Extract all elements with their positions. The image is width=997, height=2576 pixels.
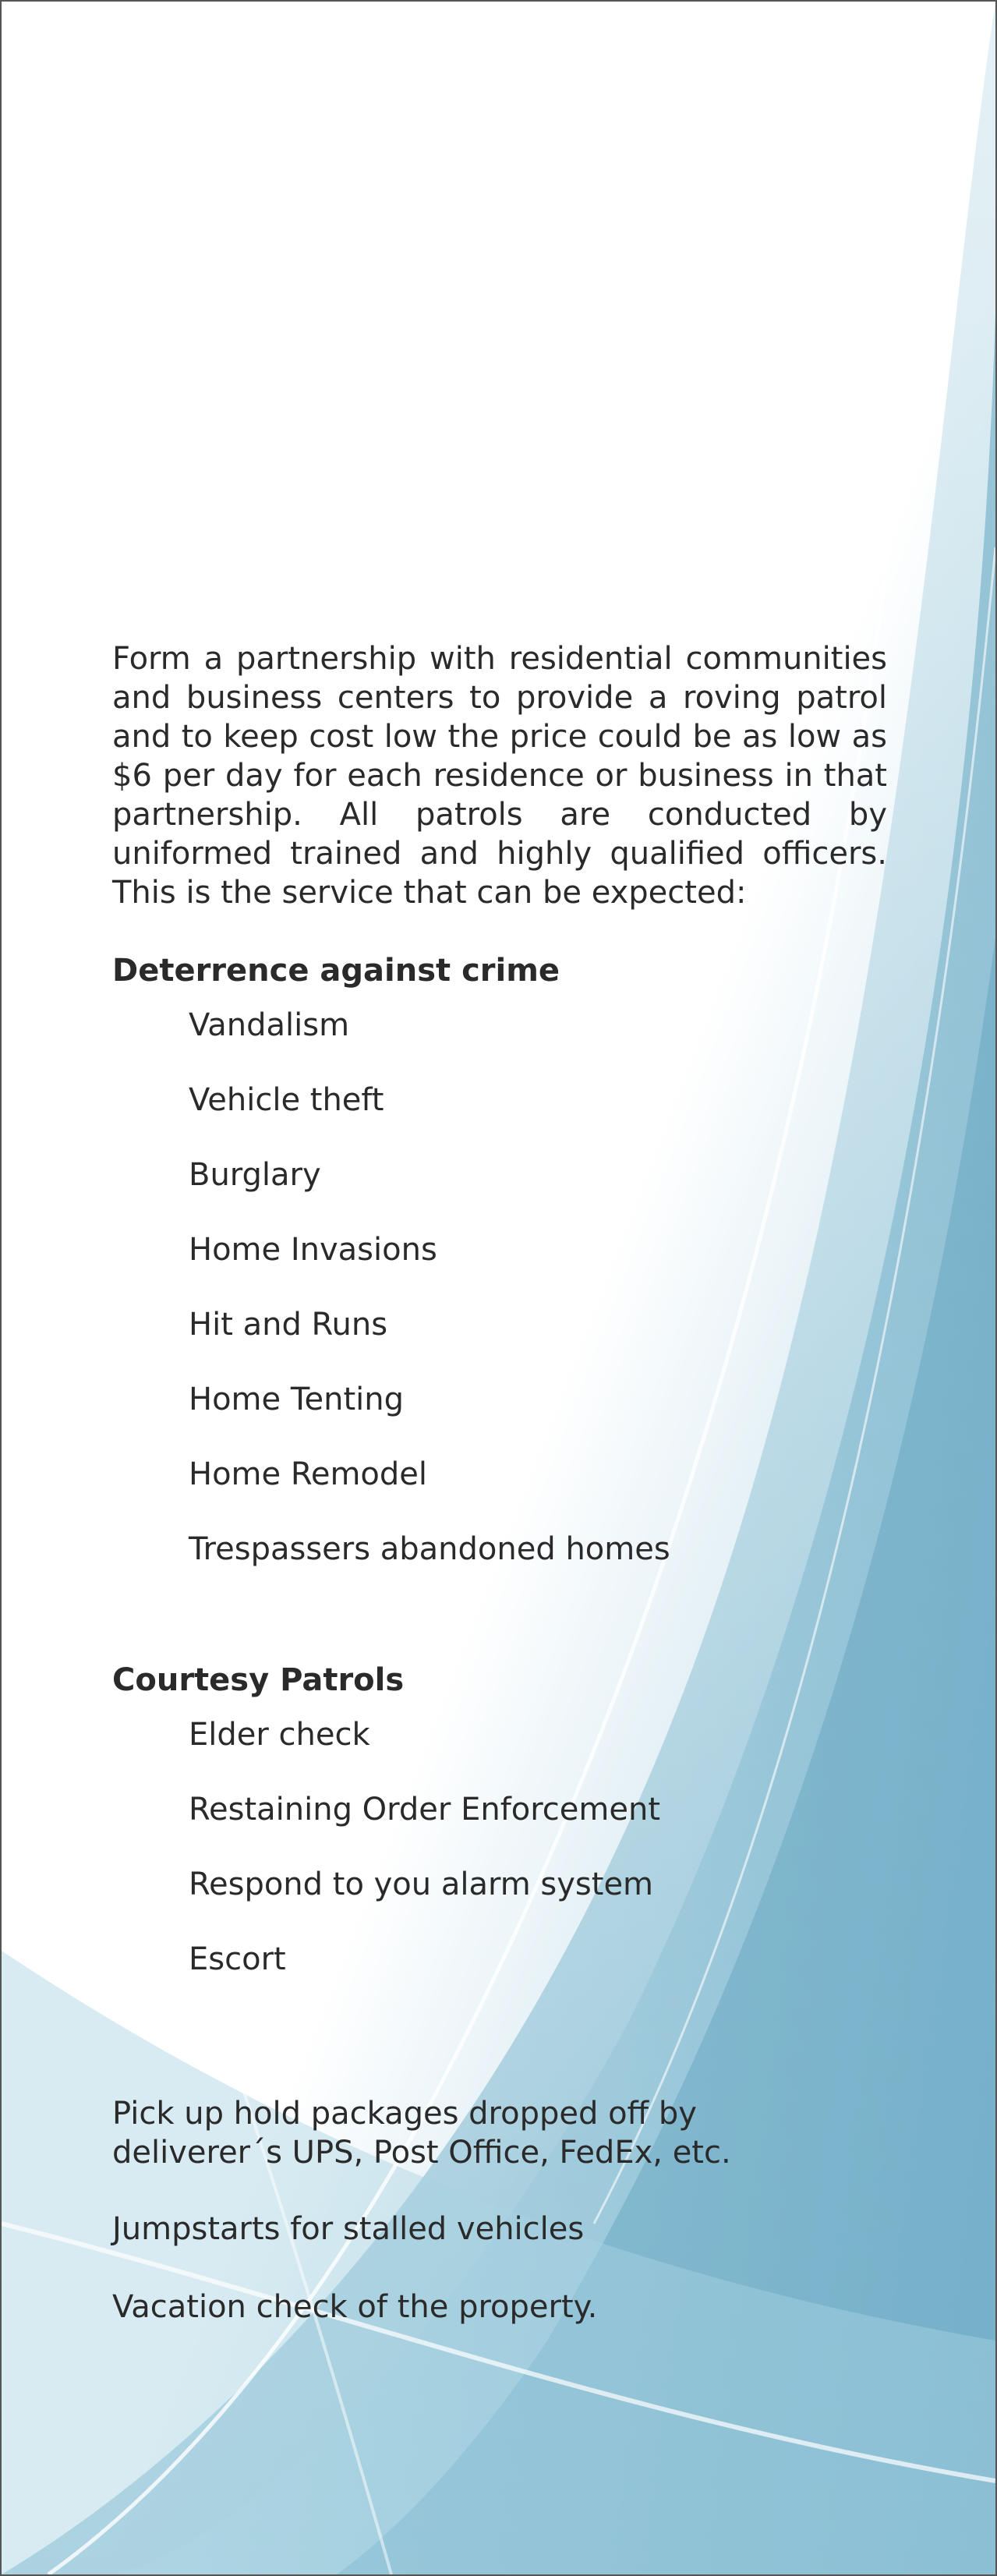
extra-service: Jumpstarts for stalled vehicles (112, 2211, 585, 2247)
extra-service: Pick up hold packages dropped off by deliverer´s UPS, Post Office, FedEx, etc. (112, 2096, 731, 2171)
list-item: Vehicle theft (189, 1082, 384, 1118)
list-item: Hit and Runs (189, 1307, 388, 1343)
list-item: Trespassers abandoned homes (189, 1531, 670, 1567)
courtesy-list (112, 1715, 887, 1979)
list-item: Home Invasions (189, 1232, 437, 1268)
list-item: Burglary (189, 1157, 321, 1193)
intro-paragraph: Form a partnership with residential communities and business centers to provide a roving patrol and to keep cost low the price could be as low as $6 per day for each residence or business in that partnership. All patrols are conducted by uniformed trained and highly qualified officers. This is the service that can be expected: (112, 641, 887, 911)
list-item: Home Tenting (189, 1382, 404, 1417)
list-item: Home Remodel (189, 1456, 427, 1492)
list-item: Restaining Order Enforcement (189, 1792, 661, 1828)
courtesy-heading: Courtesy Patrols (112, 1662, 405, 1698)
list-item: Elder check (189, 1717, 370, 1753)
main-content (112, 639, 887, 2327)
deterrence-list (112, 1006, 887, 1569)
deterrence-heading: Deterrence against crime (112, 953, 560, 989)
list-item: Vandalism (189, 1007, 350, 1043)
list-item: Escort (189, 1941, 286, 1977)
extra-service: Vacation check of the property. (112, 2289, 598, 2325)
list-item: Respond to you alarm system (189, 1867, 654, 1902)
